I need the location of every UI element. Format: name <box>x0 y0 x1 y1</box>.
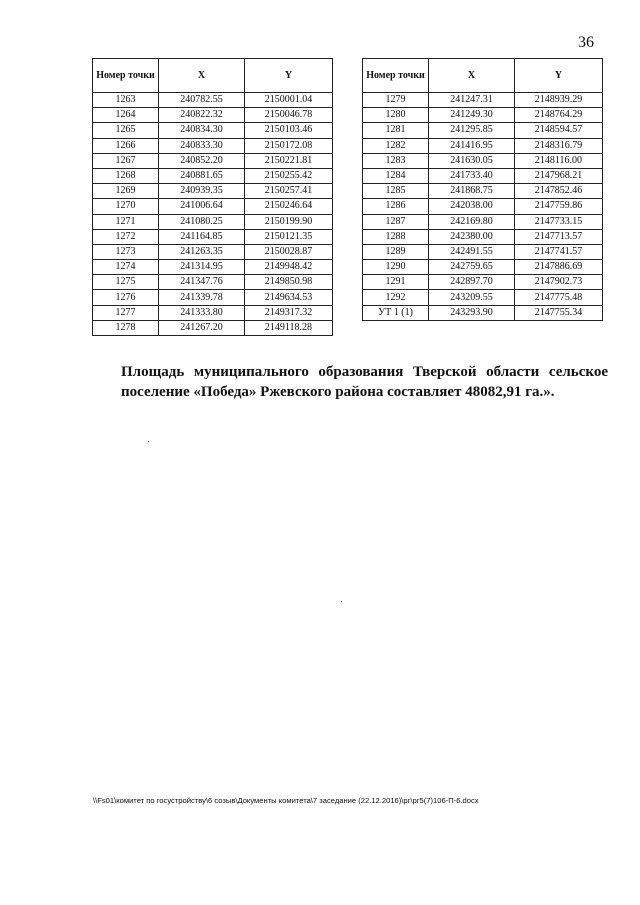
cell-point-number: 1263 <box>93 93 159 108</box>
coordinates-table-right <box>362 58 603 321</box>
header-point-number: Номер точки <box>363 59 429 93</box>
cell-y: 2150255.42 <box>245 168 333 183</box>
scan-speck <box>341 601 342 602</box>
cell-y: 2150172.08 <box>245 138 333 153</box>
cell-y: 2147733.15 <box>515 214 603 229</box>
table-row <box>363 305 603 320</box>
cell-point-number: 1266 <box>93 138 159 153</box>
header-x: X <box>429 59 515 93</box>
footer-file-path: \\Fs01\комитет по госустройству\6 созыв\Документы комитета\7 заседание (22.12.2016)\рг\рг5(7)106-П-6.docx <box>93 796 479 805</box>
cell-x: 241295.85 <box>429 123 515 138</box>
cell-y: 2150221.81 <box>245 153 333 168</box>
cell-x: 241630.05 <box>429 153 515 168</box>
header-x: X <box>159 59 245 93</box>
table-row <box>363 229 603 244</box>
cell-y: 2149850.98 <box>245 275 333 290</box>
table-row <box>93 290 333 305</box>
cell-y: 2150001.04 <box>245 93 333 108</box>
cell-y: 2148316.79 <box>515 138 603 153</box>
cell-x: 241006.64 <box>159 199 245 214</box>
table-row <box>363 123 603 138</box>
table-body-right <box>363 93 603 321</box>
cell-x: 240782.55 <box>159 93 245 108</box>
cell-x: 240881.65 <box>159 168 245 183</box>
cell-y: 2150103.46 <box>245 123 333 138</box>
cell-x: 243209.55 <box>429 290 515 305</box>
table-row <box>363 290 603 305</box>
table-row <box>93 138 333 153</box>
cell-y: 2147713.57 <box>515 229 603 244</box>
cell-point-number: 1283 <box>363 153 429 168</box>
cell-y: 2147775.48 <box>515 290 603 305</box>
cell-point-number: 1281 <box>363 123 429 138</box>
table-row <box>93 93 333 108</box>
scan-speck <box>148 441 149 442</box>
cell-y: 2150121.35 <box>245 229 333 244</box>
table-row <box>363 199 603 214</box>
table-row <box>363 168 603 183</box>
table-row <box>363 108 603 123</box>
cell-x: 241868.75 <box>429 184 515 199</box>
cell-point-number: 1273 <box>93 244 159 259</box>
cell-y: 2148594.57 <box>515 123 603 138</box>
cell-y: 2147886.69 <box>515 260 603 275</box>
header-point-number: Номер точки <box>93 59 159 93</box>
cell-y: 2150257.41 <box>245 184 333 199</box>
cell-point-number: 1279 <box>363 93 429 108</box>
cell-y: 2149118.28 <box>245 320 333 335</box>
table-row <box>93 260 333 275</box>
header-y: Y <box>515 59 603 93</box>
cell-point-number: 1290 <box>363 260 429 275</box>
cell-x: 240822.32 <box>159 108 245 123</box>
cell-point-number: 1282 <box>363 138 429 153</box>
table-row <box>93 168 333 183</box>
cell-point-number: 1278 <box>93 320 159 335</box>
header-y: Y <box>245 59 333 93</box>
table-row <box>93 199 333 214</box>
cell-x: 242380.00 <box>429 229 515 244</box>
cell-point-number: 1277 <box>93 305 159 320</box>
cell-x: 242897.70 <box>429 275 515 290</box>
cell-point-number: УТ 1 (1) <box>363 305 429 320</box>
table-row <box>93 275 333 290</box>
cell-x: 242038.00 <box>429 199 515 214</box>
cell-x: 241314.95 <box>159 260 245 275</box>
cell-x: 242759.65 <box>429 260 515 275</box>
cell-x: 243293.90 <box>429 305 515 320</box>
table-row <box>93 184 333 199</box>
table-row <box>93 214 333 229</box>
cell-x: 241263.35 <box>159 244 245 259</box>
cell-y: 2150246.64 <box>245 199 333 214</box>
cell-x: 242491.55 <box>429 244 515 259</box>
cell-x: 241333.80 <box>159 305 245 320</box>
cell-x: 240852.20 <box>159 153 245 168</box>
cell-x: 240834.30 <box>159 123 245 138</box>
cell-point-number: 1264 <box>93 108 159 123</box>
cell-point-number: 1280 <box>363 108 429 123</box>
cell-x: 241267.20 <box>159 320 245 335</box>
table-header-row <box>93 59 333 93</box>
table-row <box>93 108 333 123</box>
cell-point-number: 1269 <box>93 184 159 199</box>
cell-y: 2148116.00 <box>515 153 603 168</box>
cell-y: 2150046.78 <box>245 108 333 123</box>
table-row <box>363 244 603 259</box>
cell-point-number: 1291 <box>363 275 429 290</box>
cell-x: 241347.76 <box>159 275 245 290</box>
cell-x: 241247.31 <box>429 93 515 108</box>
cell-point-number: 1292 <box>363 290 429 305</box>
table-row <box>363 138 603 153</box>
cell-point-number: 1270 <box>93 199 159 214</box>
table-row <box>363 260 603 275</box>
cell-x: 240939.35 <box>159 184 245 199</box>
table-row <box>93 229 333 244</box>
cell-y: 2147741.57 <box>515 244 603 259</box>
cell-y: 2149634.53 <box>245 290 333 305</box>
table-row <box>363 93 603 108</box>
cell-point-number: 1272 <box>93 229 159 244</box>
cell-point-number: 1276 <box>93 290 159 305</box>
cell-point-number: 1284 <box>363 168 429 183</box>
cell-y: 2149948.42 <box>245 260 333 275</box>
area-statement: Площадь муниципального образования Тверской области сельское поселение «Победа» Ржевского района составляет 48082,91 га.». <box>121 364 608 400</box>
table-row <box>363 275 603 290</box>
table-row <box>363 153 603 168</box>
cell-y: 2150028.87 <box>245 244 333 259</box>
table-header-row <box>363 59 603 93</box>
table-row <box>363 184 603 199</box>
cell-y: 2147968.21 <box>515 168 603 183</box>
table-row <box>93 305 333 320</box>
cell-point-number: 1288 <box>363 229 429 244</box>
table-row <box>93 244 333 259</box>
cell-x: 241164.85 <box>159 229 245 244</box>
cell-x: 241733.40 <box>429 168 515 183</box>
cell-y: 2149317.32 <box>245 305 333 320</box>
cell-y: 2147759.86 <box>515 199 603 214</box>
cell-y: 2150199.90 <box>245 214 333 229</box>
cell-x: 240833.30 <box>159 138 245 153</box>
cell-point-number: 1289 <box>363 244 429 259</box>
cell-y: 2147852.46 <box>515 184 603 199</box>
cell-point-number: 1274 <box>93 260 159 275</box>
cell-y: 2148764.29 <box>515 108 603 123</box>
cell-point-number: 1265 <box>93 123 159 138</box>
cell-x: 241249.30 <box>429 108 515 123</box>
table-row <box>363 214 603 229</box>
coordinates-table-left <box>92 58 333 336</box>
cell-point-number: 1268 <box>93 168 159 183</box>
cell-y: 2148939.29 <box>515 93 603 108</box>
cell-point-number: 1286 <box>363 199 429 214</box>
cell-x: 241339.78 <box>159 290 245 305</box>
table-row <box>93 123 333 138</box>
cell-point-number: 1287 <box>363 214 429 229</box>
cell-x: 241416.95 <box>429 138 515 153</box>
table-body-left <box>93 93 333 336</box>
cell-x: 241080.25 <box>159 214 245 229</box>
cell-point-number: 1271 <box>93 214 159 229</box>
table-row <box>93 320 333 335</box>
cell-point-number: 1267 <box>93 153 159 168</box>
page-number: 36 <box>578 34 594 51</box>
cell-point-number: 1285 <box>363 184 429 199</box>
cell-point-number: 1275 <box>93 275 159 290</box>
cell-x: 242169.80 <box>429 214 515 229</box>
cell-y: 2147902.73 <box>515 275 603 290</box>
cell-y: 2147755.34 <box>515 305 603 320</box>
table-row <box>93 153 333 168</box>
